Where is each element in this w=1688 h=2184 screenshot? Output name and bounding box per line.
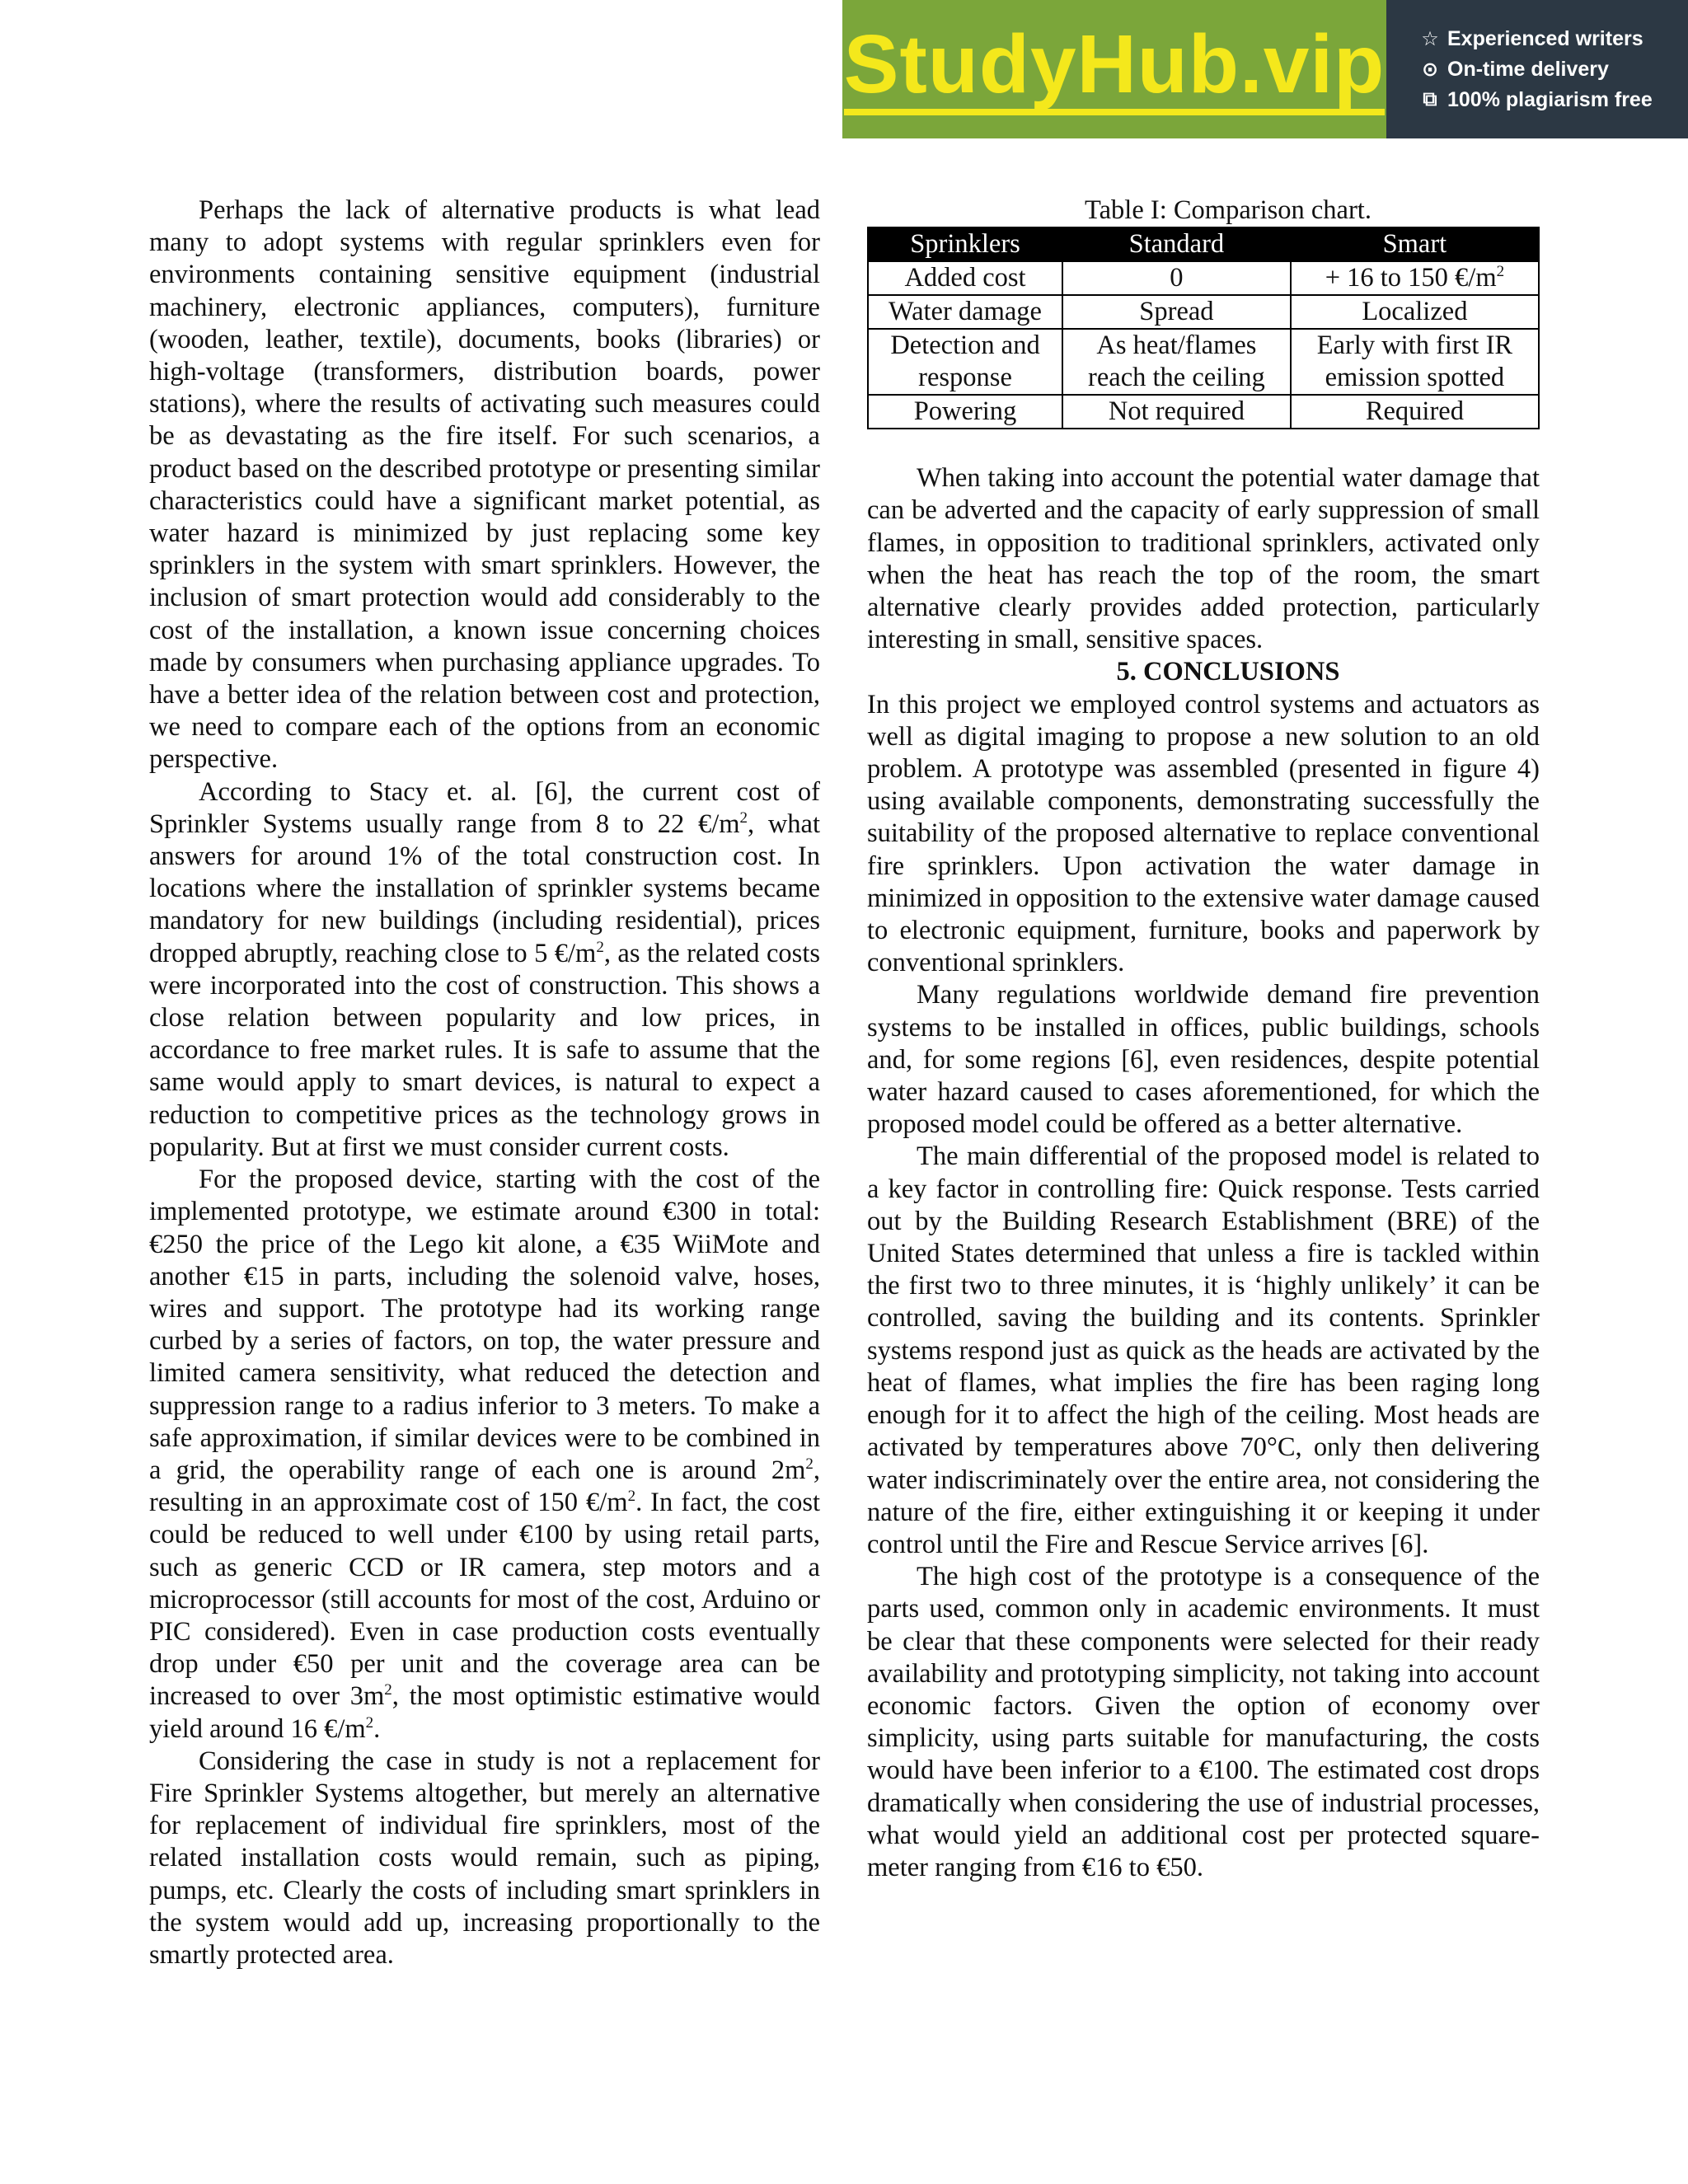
section-heading: 5. CONCLUSIONS <box>1116 657 1340 687</box>
paragraph: Perhaps the lack of alternative products is what lead many to adopt systems with regular sprinklers even for environments containing sensitive equipment (industrial machinery, electronic appliances, computers), furniture (wooden, leather, textile), documents, books (libraries) or high-voltage (transformers, distribution boards, power stations), where the results of activating such measures could be as devastating as the fire itself. For such scenarios, a product based on the described prototype or presenting similar characteristics could have a significant market potential, as water hazard is minimized by just replacing some key sprinklers in the system with smart sprinklers. However, the inclusion of smart protection would add considerably to the cost of the installation, a known issue concerning choices made by consumers when purchasing appliance upgrades. To have a better idea of the relation between cost and protection, we need to compare each of the options from an economic perspective. <box>149 195 820 775</box>
table-caption: Table I: Comparison chart. <box>1085 195 1372 225</box>
banner-features <box>1386 0 1688 138</box>
feature-experienced-writers <box>1419 27 1688 51</box>
feature-plagiarism-free <box>1419 88 1688 112</box>
feature-label: On-time delivery <box>1447 57 1609 81</box>
feature-on-time-delivery <box>1419 58 1688 82</box>
right-column <box>867 194 1540 1884</box>
paragraph: In this project we employed control systems and actuators as well as digital imaging to propose a new solution to an old problem. A prototype was assembled (presented in figure 4) using available components, demonstrating successfully the suitability of the proposed alternative to replace conventional fire sprinklers. Upon activation the water damage in minimized in opposition to the extensive water damage caused to electronic equipment, furniture, books and paperwork by conventional sprinklers. <box>867 689 1540 978</box>
table-header-row <box>868 227 1539 261</box>
table-row <box>868 295 1539 329</box>
table-cell: Water damage <box>868 295 1062 329</box>
banner-logo-area[interactable] <box>842 0 1386 138</box>
paragraph: Considering the case in study is not a replacement for Fire Sprinkler Systems altogether, but merely an alternative for replacement of individual fire sprinklers, most of the related installation costs would remain, such as piping, pumps, etc. Clearly the costs of including smart sprinklers in the system would add up, increasing proportionally to the smartly protected area. <box>149 1746 820 1970</box>
paragraph: Many regulations worldwide demand fire prevention systems to be installed in offices, public buildings, schools and, for some regions [6], even residences, despite potential water hazard caused to cases aforementioned, for which the proposed model could be offered as a better alternative. <box>867 980 1540 1140</box>
clock-icon: ⊙ <box>1421 58 1439 81</box>
table-cell: Early with first IR emission spotted <box>1291 329 1539 395</box>
feature-label: Experienced writers <box>1447 26 1643 50</box>
table-cell: As heat/flames reach the ceiling <box>1062 329 1291 395</box>
left-column <box>149 194 820 1971</box>
table-cell: Required <box>1291 395 1539 429</box>
table-cell: Added cost <box>868 261 1062 295</box>
feature-label: 100% plagiarism free <box>1447 87 1653 111</box>
table-cell: Detection and response <box>868 329 1062 395</box>
table-row <box>868 261 1539 295</box>
table-header: Sprinklers <box>868 227 1062 261</box>
table-cell: + 16 to 150 $€/m^2$ <box>1291 261 1539 295</box>
table-row <box>868 329 1539 395</box>
table-cell: Not required <box>1062 395 1291 429</box>
table-cell: 0 <box>1062 261 1291 295</box>
copy-icon: ⧉ <box>1423 88 1437 110</box>
star-icon: ☆ <box>1421 27 1439 50</box>
paragraph: The high cost of the prototype is a consequence of the parts used, common only in academic environments. It must be clear that these components were selected for their ready availability and prototyping simplicity, not taking into account economic factors. Given the option of economy over simplicity, using parts suitable for manufacturing, the costs would have been inferior to a €100. The estimated cost drops dramatically when considering the use of industrial processes, what would yield an additional cost per protected square-meter ranging from €16 to €50. <box>867 1562 1540 1882</box>
comparison-table <box>867 227 1540 429</box>
studyhub-banner[interactable] <box>842 0 1688 138</box>
table-header: Standard <box>1062 227 1291 261</box>
table-header: Smart <box>1291 227 1539 261</box>
paragraph: When taking into account the potential water damage that can be adverted and the capacity of early suppression of small flames, in opposition to traditional sprinklers, activated only when the heat has reach the top of the room, the smart alternative clearly provides added protection, particularly interesting in small, sensitive spaces. <box>867 463 1540 655</box>
paragraph: For the proposed device, starting with the cost of the implemented prototype, we estimate around €300 in total: €250 the price of the Lego kit alone, a €35 WiiMote and another €15 in parts, including the solenoid valve, hoses, wires and support. The prototype had its working range curbed by a series of factors, on top, the water pressure and limited camera sensitivity, what reduced the detection and suppression range to a radius inferior to 3 meters. To make a safe approximation, if similar devices were to be combined in a grid, the operability range of each one is around $2m^2$, resulting in an approximate cost of 150 $€/m^2$. In fact, the cost could be reduced to well under €100 by using retail parts, such as generic CCD or IR camera, step motors and a microprocessor (still accounts for most of the cost, Arduino or PIC considered). Even in case production costs eventually drop under €50 per unit and the coverage area can be increased to over $3m^2$, the most optimistic estimative would yield around 16 $€/m^2$. <box>149 1165 820 1744</box>
table-cell: Powering <box>868 395 1062 429</box>
paragraph: According to Stacy et. al. [6], the current cost of Sprinkler Systems usually range from 8 to 22 $€/m^2$, what answers for around 1% of the total construction cost. In locations where the installation of sprinkler systems became mandatory for new buildings (including residential), prices dropped abruptly, reaching close to 5 $€/m^2$, as the related costs were incorporated into the cost of construction. This shows a close relation between popularity and low prices, in accordance to free market rules. It is safe to assume that the same would apply to smart devices, is natural to expect a reduction to competitive prices as the technology grows in popularity. But at first we must consider current costs. <box>149 776 821 1162</box>
table-row <box>868 395 1539 429</box>
table-cell: Spread <box>1062 295 1291 329</box>
table-cell: Localized <box>1291 295 1539 329</box>
studyhub-logo[interactable]: StudyHub.vip <box>844 23 1385 115</box>
paragraph: The main differential of the proposed model is related to a key factor in controlling fire: Quick response. Tests carried out by the Building Research Establishment (BRE) of the United States determined that unless a fire is tackled within the first two to three minutes, it is ‘highly unlikely’ it can be controlled, saving the building and its contents. Sprinkler systems respond just as quick as the heads are activated by the heat of flames, what implies the fire has been raging long enough for it to affect the high of the ceiling. Most heads are activated by temperatures above 70°C, only then delivering water indiscriminately over the entire area, not considering the nature of the fire, either extinguishing it or keeping it under control until the Fire and Rescue Service arrives [6]. <box>867 1141 1540 1559</box>
